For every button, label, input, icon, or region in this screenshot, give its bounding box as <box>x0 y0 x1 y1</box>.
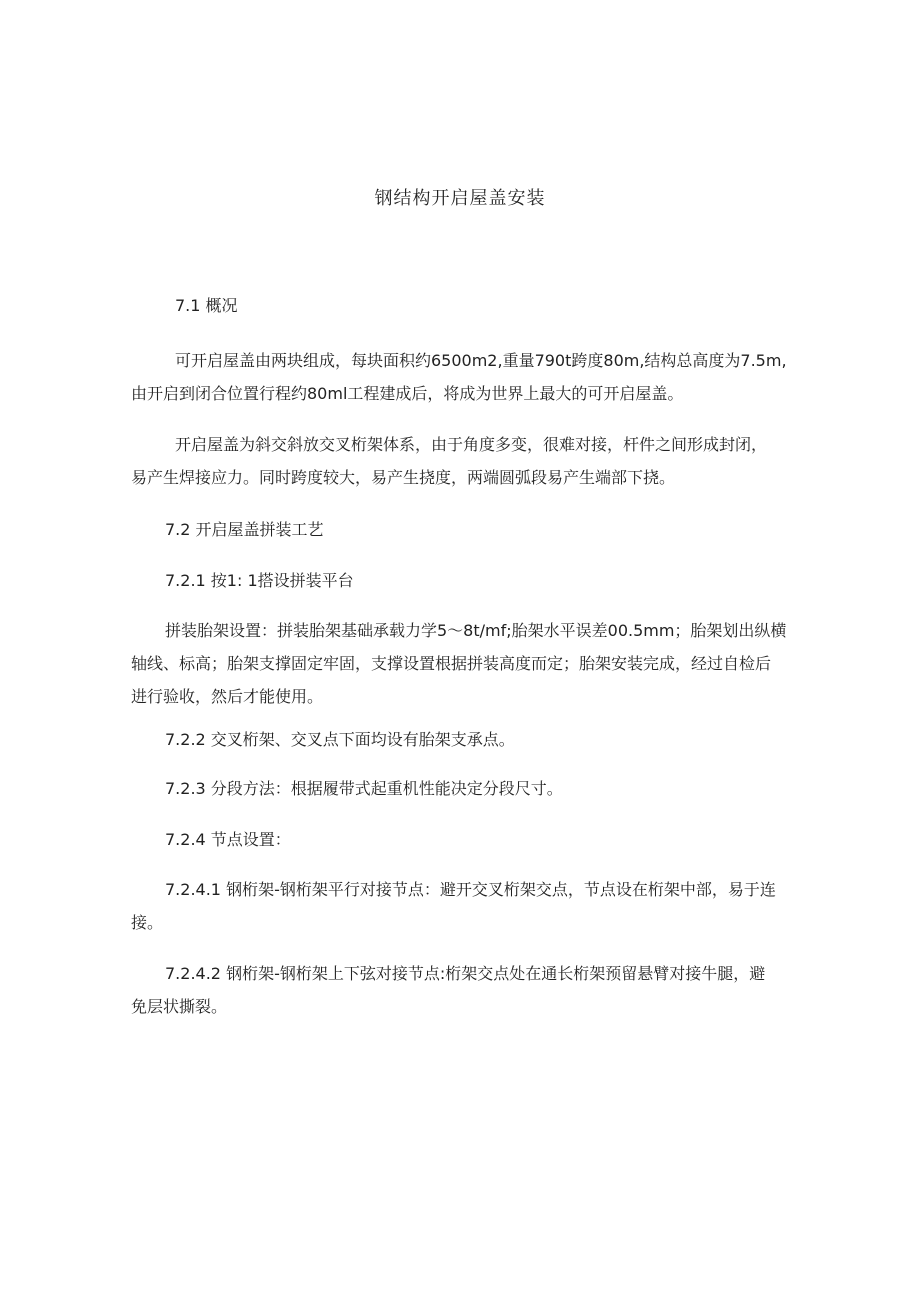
paragraph-line: 7.2.4.1 钢桁架-钢桁架平行对接节点：避开交叉桁架交点，节点设在桁架中部，易于连 <box>165 880 776 899</box>
paragraph-line: 进行验收，然后才能使用。 <box>131 687 324 706</box>
subsection-7-2-3: 7.2.3 分段方法：根据履带式起重机性能决定分段尺寸。 <box>165 779 563 798</box>
paragraph-line: 免层状撕裂。 <box>131 997 228 1016</box>
paragraph-line: 拼装胎架设置：拼装胎架基础承载力学5〜8t/mf;胎架水平误差00.5mm；胎架划出纵横 <box>165 621 787 640</box>
subsection-7-2-2: 7.2.2 交叉桁架、交叉点下面均设有胎架支承点。 <box>165 730 515 749</box>
paragraph-line: 接。 <box>131 913 164 932</box>
paragraph-overview-2 <box>131 428 831 494</box>
paragraph-line: 可开启屋盖由两块组成，每块面积约6500m2,重量790t跨度80m,结构总高度为7.5m, <box>175 351 787 370</box>
document-title: 钢结构开启屋盖安装 <box>374 188 546 209</box>
paragraph-node-7-2-4-1 <box>131 873 831 939</box>
paragraph-line: 由开启到闭合位置行程约80ml工程建成后，将成为世界上最大的可开启屋盖。 <box>131 384 684 403</box>
section-heading-7-1: 7.1 概况 <box>175 296 238 315</box>
section-heading-7-2: 7.2 开启屋盖拼装工艺 <box>165 520 324 539</box>
paragraph-overview-1 <box>131 344 831 410</box>
paragraph-line: 轴线、标高；胎架支撑固定牢固，支撑设置根据拼装高度而定；胎架安装完成，经过自检后 <box>131 654 772 673</box>
paragraph-line: 7.2.4.2 钢桁架-钢桁架上下弦对接节点:桁架交点处在通长桁架预留悬臂对接牛腿，避 <box>165 964 766 983</box>
paragraph-node-7-2-4-2 <box>131 957 831 1023</box>
subsection-7-2-1: 7.2.1 按1: 1搭设拼装平台 <box>165 571 354 590</box>
subsection-7-2-4: 7.2.4 节点设置： <box>165 830 291 849</box>
paragraph-line: 开启屋盖为斜交斜放交叉桁架体系，由于角度多变，很难对接，杆件之间形成封闭， <box>175 435 768 454</box>
paragraph-assembly-frame <box>131 614 831 713</box>
paragraph-line: 易产生焊接应力。同时跨度较大，易产生挠度，两端圆弧段易产生端部下挠。 <box>131 468 676 487</box>
